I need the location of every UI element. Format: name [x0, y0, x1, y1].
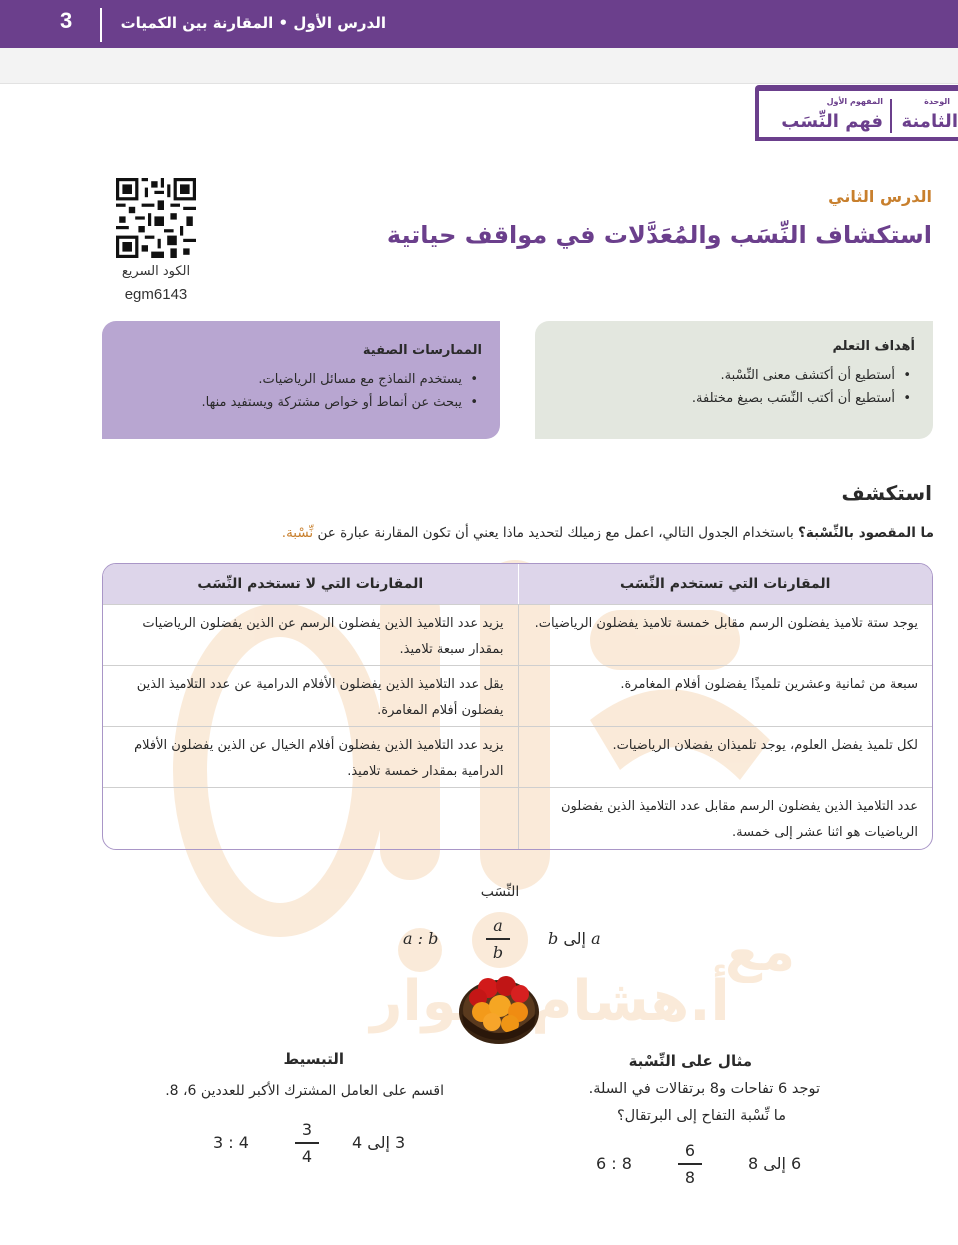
unit-value: الثامنة — [901, 111, 958, 132]
example-line2: ما نِّسْبة التفاح إلى البرتقال؟ — [616, 1108, 786, 1124]
table-row — [103, 726, 932, 787]
example-fraction-form — [678, 1141, 702, 1187]
simplification-denominator: 4 — [301, 1146, 313, 1166]
simplification-colon-form: 3 : 4 — [213, 1133, 249, 1152]
table-row — [103, 787, 932, 850]
unit-tab — [755, 85, 958, 141]
concept-value: فهم النِّسَب — [781, 111, 883, 132]
class-practices-list — [120, 372, 482, 410]
example-numerator: 6 — [684, 1141, 696, 1160]
table-cell: يزيد عدد التلاميذ الذين يفضلون الرسم عن الذين يفضلون الرياضيات بمقدار سبعة تلاميذ. — [142, 616, 504, 657]
ratio-to-a: a — [591, 929, 601, 948]
fruit-basket-icon — [458, 966, 540, 1046]
header-title: الدرس الأول • المقارنة بين الكميات — [120, 14, 386, 32]
class-practices-box — [102, 321, 500, 439]
qr-code-icon[interactable] — [116, 178, 196, 258]
table-cell: يزيد عدد التلاميذ الذين يفضلون أفلام الخيال عن الذين يفضلون الأفلام الدرامية بمقدار خمسة تلاميذ. — [134, 738, 504, 779]
table-row — [103, 604, 932, 665]
fraction-bar — [678, 1163, 702, 1165]
simplification-fraction-form — [295, 1120, 319, 1166]
example-to-form: 6 إلى 8 — [748, 1154, 802, 1173]
class-practice-item: • يستخدم النماذج مع مسائل الرياضيات. — [120, 372, 482, 387]
table-cell: عدد التلاميذ الذين يفضلون الرسم مقابل عدد التلاميذ الذين يفضلون الرياضيات هو اثنا عشر إلى خمسة. — [518, 788, 933, 850]
table-row — [103, 665, 932, 726]
fraction-bar — [486, 938, 510, 940]
explore-question: ما المقصود بالنِّسْبة؟ — [798, 525, 934, 541]
ratio-to-b: b — [548, 929, 559, 948]
table-cell: لكل تلميذ يفضل العلوم، يوجد تلميذان يفضلان الرياضيات. — [518, 727, 933, 787]
table-cell: يقل عدد التلاميذ الذين يفضلون الأفلام الدرامية عن عدد التلاميذ الذين يفضلون أفلام المغامرة. — [136, 677, 504, 718]
simplification-line: اقسم على العامل المشترك الأكبر للعددين 6، 8. — [165, 1083, 444, 1099]
header-uses-ratios: المقارنات التي تستخدم النِّسَب — [518, 564, 933, 604]
table-cell: يوجد ستة تلاميذ يفضلون الرسم مقابل خمسة تلاميذ يفضلون الرياضيات. — [518, 605, 933, 665]
ratio-denominator: b — [492, 942, 504, 962]
learning-goals-title: أهداف التعلم — [832, 339, 915, 354]
example-colon-form: 6 : 8 — [596, 1154, 632, 1173]
class-practice-item: • يبحث عن أنماط أو خواص مشتركة ويستفيد منها. — [120, 395, 482, 410]
quick-code-value: egm6143 — [124, 286, 188, 303]
class-practices-title: الممارسات الصفية — [362, 343, 482, 358]
table-cell — [103, 788, 518, 850]
example-denominator: 8 — [684, 1167, 696, 1187]
ratio-colon-text: a : b — [403, 929, 439, 948]
table-header — [103, 564, 932, 604]
example-line1: توجد 6 تفاحات و8 برتقالات في السلة. — [588, 1081, 820, 1097]
header-bar — [0, 0, 958, 48]
explore-title: استكشف — [841, 481, 932, 505]
unit-tab-inner — [759, 91, 958, 137]
ratio-fraction-form — [486, 916, 510, 962]
comparison-table — [102, 563, 933, 850]
explore-prompt — [282, 525, 934, 541]
simplification-to-form: 3 إلى 4 — [352, 1133, 406, 1152]
unit-label: الوحدة — [924, 97, 950, 106]
header-no-ratios: المقارنات التي لا تستخدم النِّسَب — [197, 576, 424, 592]
ratios-title: النِّسَب — [480, 884, 520, 900]
ratio-to-word: إلى — [563, 929, 586, 948]
lesson-title: استكشاف النِّسَب والمُعَدَّلات في مواقف حياتية — [386, 221, 932, 249]
table-cell: سبعة من ثمانية وعشرين تلميذًا يفضلون أفلام المغامرة. — [518, 666, 933, 726]
ratio-colon-form — [403, 929, 438, 948]
learning-goals-list — [553, 368, 915, 406]
simplification-title: التبسيط — [283, 1050, 344, 1068]
explore-highlight: نِّسْبة. — [281, 525, 314, 541]
concept-label: المفهوم الأول — [826, 97, 883, 106]
explore-instruction: باستخدام الجدول التالي، اعمل مع زميلك لتحديد ماذا يعني أن تكون المقارنة عبارة عن — [317, 525, 794, 541]
quick-code-label: الكود السريع — [121, 264, 191, 279]
fraction-bar — [295, 1142, 319, 1144]
learning-goal-item: • أستطيع أن أكتب النِّسَب بصيغ مختلفة. — [553, 391, 915, 406]
ratio-to-form — [548, 929, 601, 948]
learning-goals-box — [535, 321, 933, 439]
lesson-label: الدرس الثاني — [828, 187, 932, 206]
watermark-line1: مع — [724, 920, 796, 983]
page-number: 3 — [60, 8, 73, 33]
header-band — [0, 48, 958, 84]
unit-tab-divider — [890, 99, 892, 133]
watermark-line2: أ.هشام سوار — [370, 969, 730, 1034]
example-title: مثال على النِّسْبة — [628, 1052, 752, 1070]
learning-goal-item: • أستطيع أن أكتشف معنى النِّسْبة. — [553, 368, 915, 383]
header-divider — [100, 8, 102, 42]
simplification-numerator: 3 — [301, 1120, 313, 1139]
ratio-numerator: a — [493, 916, 503, 935]
